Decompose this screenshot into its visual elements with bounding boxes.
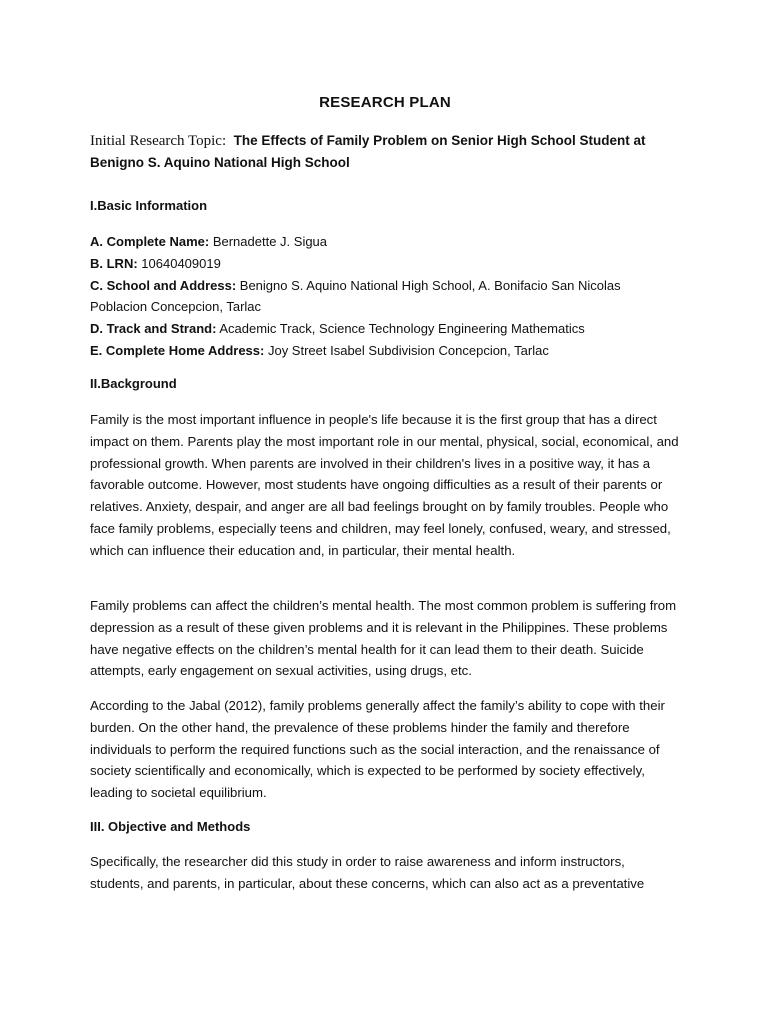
document-title: RESEARCH PLAN — [319, 94, 451, 111]
info-lrn — [90, 253, 680, 275]
info-value: Benigno S. Aquino National High School, A. Bonifacio San Nicolas Poblacion Concepcion, Tarlac — [90, 277, 621, 315]
objective-paragraph-1: Specifically, the researcher did this study in order to raise awareness and inform instructors, students, and parents, in particular, about these concerns, which can also act as a preventative — [90, 854, 645, 891]
info-key: A. Complete Name: — [90, 234, 210, 249]
research-topic — [90, 130, 680, 174]
background-paragraph-3: According to the Jabal (2012), family problems generally affect the family’s ability to cope with their burden. On the other hand, the prevalence of these problems hinder the family and therefore individuals to perform the required functions such as the social interaction, and the renaissance of society scientifically and economically, which is expected to be performed by society effectively, leading to societal equilibrium. — [90, 698, 665, 801]
info-complete-name — [90, 231, 680, 253]
basic-info-heading: I.Basic Information — [90, 198, 208, 213]
info-value: Joy Street Isabel Subdivision Concepcion, Tarlac — [267, 342, 549, 358]
research-topic-text: The Effects of Family Problem on Senior High School Student at Benigno S. Aquino National High School — [90, 133, 646, 170]
info-school-address — [90, 275, 680, 319]
info-key: C. School and Address: — [90, 277, 237, 293]
info-home-address — [90, 340, 680, 362]
basic-info-list — [90, 231, 680, 362]
background-paragraph-1: Family is the most important influence in people's life because it is the first group that has a direct impact on them. Parents play the most important role in our mental, physical, social, economical, and professional growth. When parents are involved in their children's lives in a positive way, it has a favorable outcome. However, most students have ongoing difficulties as a result of their parents or relatives. Anxiety, despair, and anger are all bad feelings brought on by family troubles. People who face family problems, especially teens and children, may feel lonely, confused, weary, and stressed, which can influence their education and, in particular, their mental health. — [90, 412, 679, 558]
info-key: B. LRN: — [90, 255, 138, 271]
info-key: E. Complete Home Address: — [90, 342, 265, 358]
objective-heading: III. Objective and Methods — [90, 819, 251, 834]
background-paragraph-2: Family problems can affect the children’s mental health. The most common problem is suffering from depression as a result of these given problems and it is relevant in the Philippines. These problems have negative effects on the children’s mental health for it can lead them to their death. Suicide attempts, early engagement on sexual activities, using drugs, etc. — [90, 598, 677, 679]
background-heading: II.Background — [90, 376, 177, 391]
info-value: Academic Track, Science Technology Engineering Mathematics — [219, 321, 585, 337]
info-key: D. Track and Strand: — [90, 321, 217, 337]
info-value: Bernadette J. Sigua — [212, 234, 328, 249]
research-topic-label: Initial Research Topic: — [90, 133, 227, 149]
info-value: 10640409019 — [141, 255, 221, 271]
info-track-strand — [90, 318, 680, 340]
